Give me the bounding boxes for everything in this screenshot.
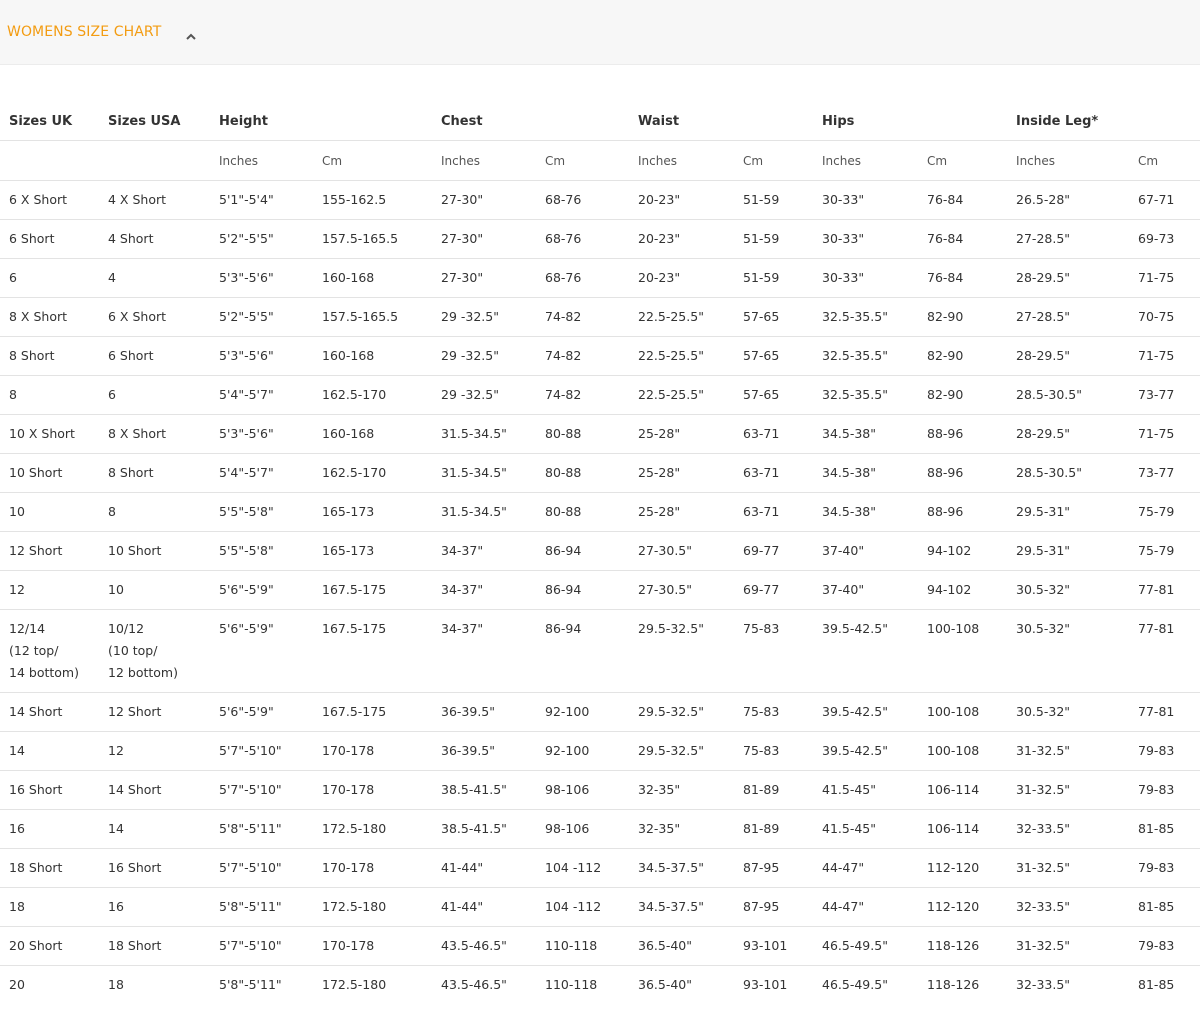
table-cell: 32.5-35.5": [822, 376, 927, 415]
table-cell: 68-76: [545, 220, 638, 259]
table-cell: 20-23": [638, 220, 743, 259]
table-cell: 5'3"-5'6": [219, 259, 322, 298]
table-cell: 20 Short: [0, 927, 108, 966]
table-cell: 10 X Short: [0, 415, 108, 454]
table-cell: 63-71: [743, 454, 822, 493]
table-cell: 20: [0, 966, 108, 1005]
table-cell: 12 Short: [108, 693, 219, 732]
table-cell: 51-59: [743, 181, 822, 220]
table-cell: 88-96: [927, 415, 1016, 454]
table-cell: 6 X Short: [0, 181, 108, 220]
table-cell: 25-28": [638, 454, 743, 493]
table-cell: 41.5-45": [822, 771, 927, 810]
table-cell: 27-28.5": [1016, 298, 1138, 337]
table-cell: 8 Short: [108, 454, 219, 493]
table-cell: 4 X Short: [108, 181, 219, 220]
table-cell: 25-28": [638, 415, 743, 454]
table-cell: 5'5"-5'8": [219, 493, 322, 532]
table-cell: 92-100: [545, 732, 638, 771]
table-cell: 5'2"-5'5": [219, 298, 322, 337]
table-cell: 77-81: [1138, 571, 1200, 610]
table-row: [0, 771, 1200, 810]
table-cell: 29 -32.5": [441, 376, 545, 415]
unit-header: [108, 141, 219, 181]
table-cell: 39.5-42.5": [822, 732, 927, 771]
table-cell: 41-44": [441, 888, 545, 927]
table-cell: 81-89: [743, 810, 822, 849]
table-cell: 170-178: [322, 927, 441, 966]
table-cell: 5'5"-5'8": [219, 532, 322, 571]
unit-header: Cm: [927, 154, 948, 168]
unit-header: Inches: [219, 154, 258, 168]
table-cell: 74-82: [545, 298, 638, 337]
table-cell: 39.5-42.5": [822, 610, 927, 693]
table-cell: 5'7"-5'10": [219, 927, 322, 966]
table-cell: 36-39.5": [441, 732, 545, 771]
table-cell: 32-35": [638, 810, 743, 849]
table-row: [0, 259, 1200, 298]
table-cell: 22.5-25.5": [638, 376, 743, 415]
table-cell: 167.5-175: [322, 610, 441, 693]
table-cell: 14: [0, 732, 108, 771]
table-cell: 27-30.5": [638, 532, 743, 571]
table-cell: 79-83: [1138, 849, 1200, 888]
table-cell: 10 Short: [108, 532, 219, 571]
unit-header: Cm: [1138, 154, 1159, 168]
unit-header: Cm: [322, 154, 343, 168]
table-cell: 160-168: [322, 259, 441, 298]
table-cell: 5'8"-5'11": [219, 888, 322, 927]
table-cell: 31.5-34.5": [441, 454, 545, 493]
table-cell: 43.5-46.5": [441, 927, 545, 966]
table-cell: 81-85: [1138, 966, 1200, 1005]
table-cell: 34.5-38": [822, 415, 927, 454]
table-cell: 106-114: [927, 771, 1016, 810]
table-cell: 30.5-32": [1016, 610, 1138, 693]
table-cell: 18: [108, 966, 219, 1005]
table-cell: 18: [0, 888, 108, 927]
table-cell: 80-88: [545, 493, 638, 532]
table-row: [0, 693, 1200, 732]
table-cell: 30-33": [822, 220, 927, 259]
table-cell: 172.5-180: [322, 810, 441, 849]
table-cell: 87-95: [743, 888, 822, 927]
table-cell: 162.5-170: [322, 454, 441, 493]
table-row: [0, 220, 1200, 259]
table-cell: 112-120: [927, 888, 1016, 927]
table-cell: 34-37": [441, 532, 545, 571]
table-row: [0, 493, 1200, 532]
table-cell: 22.5-25.5": [638, 337, 743, 376]
table-cell: 170-178: [322, 732, 441, 771]
table-cell: 68-76: [545, 181, 638, 220]
size-chart-table: [0, 101, 1200, 1004]
col-header-hips: Hips: [822, 113, 855, 129]
col-header-height: Height: [219, 113, 268, 129]
table-cell: 34-37": [441, 571, 545, 610]
table-cell: 76-84: [927, 259, 1016, 298]
table-cell: 73-77: [1138, 376, 1200, 415]
table-cell: 157.5-165.5: [322, 220, 441, 259]
table-row: [0, 571, 1200, 610]
table-cell: 30-33": [822, 259, 927, 298]
unit-header: [0, 141, 108, 181]
table-cell: 44-47": [822, 888, 927, 927]
table-cell: 5'6"-5'9": [219, 610, 322, 693]
table-cell: 165-173: [322, 493, 441, 532]
table-cell: 80-88: [545, 415, 638, 454]
table-cell: 104 -112: [545, 849, 638, 888]
table-cell: 106-114: [927, 810, 1016, 849]
table-cell: 28-29.5": [1016, 415, 1138, 454]
table-cell: 31-32.5": [1016, 927, 1138, 966]
table-cell: 93-101: [743, 966, 822, 1005]
table-cell: 27-30": [441, 220, 545, 259]
table-cell: 16: [0, 810, 108, 849]
unit-header-row: [0, 141, 1200, 181]
table-cell: 98-106: [545, 810, 638, 849]
table-cell: 34.5-38": [822, 454, 927, 493]
table-cell: 100-108: [927, 693, 1016, 732]
table-cell: 81-85: [1138, 810, 1200, 849]
size-chart-title: WOMENS SIZE CHART: [7, 24, 162, 40]
table-cell: 93-101: [743, 927, 822, 966]
table-cell: 10/12 (10 top/ 12 bottom): [108, 610, 219, 693]
table-cell: 16 Short: [0, 771, 108, 810]
table-cell: 27-30.5": [638, 571, 743, 610]
table-cell: 30.5-32": [1016, 571, 1138, 610]
unit-header: Cm: [743, 154, 764, 168]
table-cell: 100-108: [927, 732, 1016, 771]
table-row: [0, 732, 1200, 771]
table-cell: 118-126: [927, 966, 1016, 1005]
unit-header: Inches: [638, 154, 677, 168]
table-cell: 31-32.5": [1016, 849, 1138, 888]
table-cell: 167.5-175: [322, 693, 441, 732]
table-cell: 20-23": [638, 259, 743, 298]
table-cell: 14 Short: [108, 771, 219, 810]
table-row: [0, 181, 1200, 220]
table-cell: 10 Short: [0, 454, 108, 493]
table-cell: 71-75: [1138, 415, 1200, 454]
table-cell: 165-173: [322, 532, 441, 571]
table-cell: 27-30": [441, 259, 545, 298]
table-cell: 46.5-49.5": [822, 966, 927, 1005]
table-cell: 5'4"-5'7": [219, 454, 322, 493]
table-cell: 27-30": [441, 181, 545, 220]
table-row: [0, 927, 1200, 966]
table-row: [0, 376, 1200, 415]
table-cell: 70-75: [1138, 298, 1200, 337]
col-header-sizes-uk: Sizes UK: [9, 113, 73, 129]
unit-header: Inches: [822, 154, 861, 168]
table-cell: 155-162.5: [322, 181, 441, 220]
table-cell: 77-81: [1138, 693, 1200, 732]
table-cell: 32-35": [638, 771, 743, 810]
table-cell: 34.5-37.5": [638, 888, 743, 927]
table-cell: 18 Short: [0, 849, 108, 888]
table-cell: 74-82: [545, 337, 638, 376]
table-cell: 88-96: [927, 493, 1016, 532]
table-cell: 110-118: [545, 927, 638, 966]
table-cell: 6 Short: [108, 337, 219, 376]
unit-header: Inches: [441, 154, 480, 168]
table-cell: 5'4"-5'7": [219, 376, 322, 415]
table-cell: 5'8"-5'11": [219, 810, 322, 849]
table-cell: 71-75: [1138, 259, 1200, 298]
table-cell: 86-94: [545, 532, 638, 571]
table-row: [0, 532, 1200, 571]
table-cell: 29.5-32.5": [638, 693, 743, 732]
table-cell: 63-71: [743, 415, 822, 454]
table-cell: 39.5-42.5": [822, 693, 927, 732]
table-cell: 36.5-40": [638, 966, 743, 1005]
table-cell: 36.5-40": [638, 927, 743, 966]
table-cell: 76-84: [927, 220, 1016, 259]
table-row: [0, 337, 1200, 376]
table-cell: 32-33.5": [1016, 810, 1138, 849]
table-cell: 12: [0, 571, 108, 610]
table-row: [0, 810, 1200, 849]
table-cell: 94-102: [927, 571, 1016, 610]
table-cell: 30.5-32": [1016, 693, 1138, 732]
table-cell: 57-65: [743, 376, 822, 415]
table-row: [0, 849, 1200, 888]
table-row: [0, 415, 1200, 454]
table-cell: 12 Short: [0, 532, 108, 571]
table-row: [0, 966, 1200, 1005]
table-cell: 38.5-41.5": [441, 810, 545, 849]
table-cell: 57-65: [743, 337, 822, 376]
table-cell: 37-40": [822, 532, 927, 571]
table-row: [0, 888, 1200, 927]
table-cell: 75-83: [743, 732, 822, 771]
table-cell: 10: [108, 571, 219, 610]
table-cell: 8: [0, 376, 108, 415]
table-cell: 157.5-165.5: [322, 298, 441, 337]
table-cell: 104 -112: [545, 888, 638, 927]
table-cell: 5'7"-5'10": [219, 849, 322, 888]
table-cell: 38.5-41.5": [441, 771, 545, 810]
table-cell: 172.5-180: [322, 966, 441, 1005]
table-cell: 80-88: [545, 454, 638, 493]
table-cell: 73-77: [1138, 454, 1200, 493]
table-cell: 18 Short: [108, 927, 219, 966]
unit-header: Inches: [1016, 154, 1056, 168]
table-cell: 75-83: [743, 693, 822, 732]
table-cell: 67-71: [1138, 181, 1200, 220]
table-cell: 162.5-170: [322, 376, 441, 415]
table-cell: 172.5-180: [322, 888, 441, 927]
table-cell: 8 X Short: [108, 415, 219, 454]
table-cell: 29.5-31": [1016, 493, 1138, 532]
table-cell: 8 X Short: [0, 298, 108, 337]
table-cell: 92-100: [545, 693, 638, 732]
table-cell: 31.5-34.5": [441, 493, 545, 532]
table-cell: 34-37": [441, 610, 545, 693]
table-cell: 170-178: [322, 771, 441, 810]
table-cell: 12: [108, 732, 219, 771]
table-cell: 76-84: [927, 181, 1016, 220]
table-cell: 118-126: [927, 927, 1016, 966]
table-cell: 4: [108, 259, 219, 298]
table-cell: 112-120: [927, 849, 1016, 888]
table-cell: 43.5-46.5": [441, 966, 545, 1005]
group-header-row: [0, 101, 1200, 141]
table-cell: 5'7"-5'10": [219, 771, 322, 810]
table-cell: 6 Short: [0, 220, 108, 259]
unit-header: Cm: [545, 154, 566, 168]
table-cell: 167.5-175: [322, 571, 441, 610]
table-cell: 51-59: [743, 220, 822, 259]
table-cell: 28.5-30.5": [1016, 376, 1138, 415]
table-cell: 81-89: [743, 771, 822, 810]
table-cell: 79-83: [1138, 771, 1200, 810]
table-cell: 160-168: [322, 337, 441, 376]
table-cell: 5'8"-5'11": [219, 966, 322, 1005]
table-cell: 31-32.5": [1016, 732, 1138, 771]
table-cell: 88-96: [927, 454, 1016, 493]
table-cell: 12/14 (12 top/ 14 bottom): [0, 610, 108, 693]
table-cell: 69-77: [743, 571, 822, 610]
table-cell: 51-59: [743, 259, 822, 298]
table-cell: 37-40": [822, 571, 927, 610]
table-cell: 75-83: [743, 610, 822, 693]
table-cell: 75-79: [1138, 493, 1200, 532]
table-row: [0, 298, 1200, 337]
col-header-chest: Chest: [441, 113, 483, 129]
table-cell: 20-23": [638, 181, 743, 220]
table-cell: 5'3"-5'6": [219, 337, 322, 376]
col-header-inside-leg: Inside Leg*: [1016, 113, 1099, 129]
table-cell: 94-102: [927, 532, 1016, 571]
table-cell: 14 Short: [0, 693, 108, 732]
table-cell: 98-106: [545, 771, 638, 810]
table-cell: 160-168: [322, 415, 441, 454]
table-cell: 16 Short: [108, 849, 219, 888]
table-cell: 8: [108, 493, 219, 532]
table-cell: 86-94: [545, 571, 638, 610]
table-cell: 28-29.5": [1016, 337, 1138, 376]
table-cell: 10: [0, 493, 108, 532]
table-cell: 86-94: [545, 610, 638, 693]
table-cell: 26.5-28": [1016, 181, 1138, 220]
table-cell: 5'3"-5'6": [219, 415, 322, 454]
table-cell: 5'6"-5'9": [219, 571, 322, 610]
table-cell: 29 -32.5": [441, 298, 545, 337]
table-cell: 5'7"-5'10": [219, 732, 322, 771]
table-cell: 79-83: [1138, 927, 1200, 966]
table-row: [0, 610, 1200, 693]
table-cell: 36-39.5": [441, 693, 545, 732]
table-cell: 41-44": [441, 849, 545, 888]
table-cell: 8 Short: [0, 337, 108, 376]
col-header-waist: Waist: [638, 113, 680, 129]
table-cell: 68-76: [545, 259, 638, 298]
table-cell: 71-75: [1138, 337, 1200, 376]
table-cell: 63-71: [743, 493, 822, 532]
table-cell: 32-33.5": [1016, 888, 1138, 927]
table-cell: 16: [108, 888, 219, 927]
size-chart-toggle[interactable]: [0, 0, 1200, 65]
table-cell: 34.5-38": [822, 493, 927, 532]
table-row: [0, 454, 1200, 493]
table-cell: 28-29.5": [1016, 259, 1138, 298]
table-cell: 32.5-35.5": [822, 337, 927, 376]
table-cell: 82-90: [927, 298, 1016, 337]
table-cell: 34.5-37.5": [638, 849, 743, 888]
table-cell: 41.5-45": [822, 810, 927, 849]
table-cell: 4 Short: [108, 220, 219, 259]
table-cell: 57-65: [743, 298, 822, 337]
table-cell: 100-108: [927, 610, 1016, 693]
size-chart-body: [0, 181, 1200, 1005]
table-cell: 110-118: [545, 966, 638, 1005]
table-cell: 6: [0, 259, 108, 298]
table-cell: 82-90: [927, 376, 1016, 415]
table-cell: 69-73: [1138, 220, 1200, 259]
table-cell: 31-32.5": [1016, 771, 1138, 810]
table-cell: 77-81: [1138, 610, 1200, 693]
table-cell: 75-79: [1138, 532, 1200, 571]
table-cell: 29 -32.5": [441, 337, 545, 376]
table-cell: 44-47": [822, 849, 927, 888]
table-cell: 170-178: [322, 849, 441, 888]
table-cell: 32.5-35.5": [822, 298, 927, 337]
table-cell: 87-95: [743, 849, 822, 888]
table-cell: 79-83: [1138, 732, 1200, 771]
table-cell: 6 X Short: [108, 298, 219, 337]
table-cell: 81-85: [1138, 888, 1200, 927]
table-cell: 5'1"-5'4": [219, 181, 322, 220]
col-header-sizes-usa: Sizes USA: [108, 113, 181, 129]
table-cell: 25-28": [638, 493, 743, 532]
table-cell: 31.5-34.5": [441, 415, 545, 454]
table-cell: 6: [108, 376, 219, 415]
table-cell: 46.5-49.5": [822, 927, 927, 966]
table-cell: 27-28.5": [1016, 220, 1138, 259]
table-cell: 29.5-32.5": [638, 610, 743, 693]
table-cell: 82-90: [927, 337, 1016, 376]
table-cell: 22.5-25.5": [638, 298, 743, 337]
table-cell: 5'2"-5'5": [219, 220, 322, 259]
table-cell: 30-33": [822, 181, 927, 220]
table-cell: 14: [108, 810, 219, 849]
table-cell: 74-82: [545, 376, 638, 415]
table-cell: 29.5-31": [1016, 532, 1138, 571]
table-cell: 29.5-32.5": [638, 732, 743, 771]
table-cell: 69-77: [743, 532, 822, 571]
chevron-up-icon[interactable]: [185, 27, 197, 37]
table-cell: 28.5-30.5": [1016, 454, 1138, 493]
table-cell: 32-33.5": [1016, 966, 1138, 1005]
table-cell: 5'6"-5'9": [219, 693, 322, 732]
